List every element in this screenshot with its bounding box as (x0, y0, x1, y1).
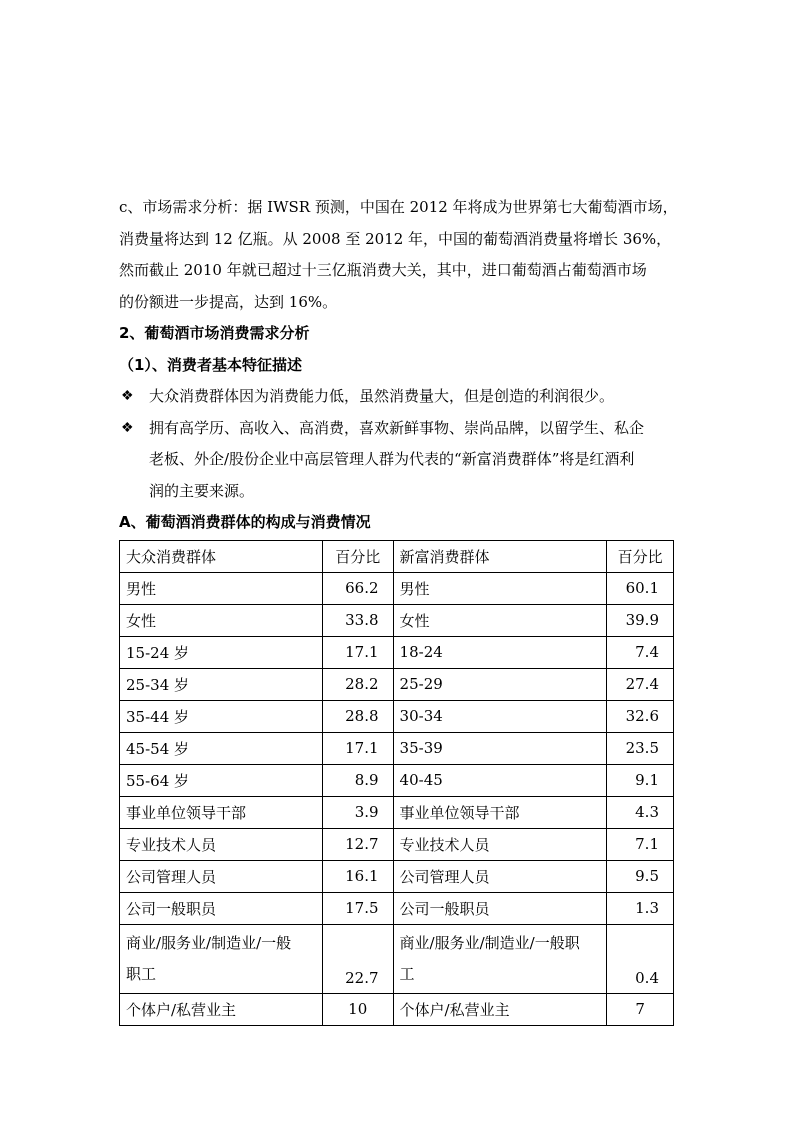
table-cell: 个体户/私营业主 (393, 993, 607, 1025)
bullet-text: 大众消费群体因为消费能力低，虽然消费量大，但是创造的利润很少。 (149, 387, 615, 405)
table-cell: 55-64 岁 (120, 764, 323, 796)
table-cell: 33.8 (322, 604, 393, 636)
table-cell: 事业单位领导干部 (120, 796, 323, 828)
table-cell: 9.5 (607, 860, 674, 892)
cell-line: 商业/服务业/制造业/一般职 (399, 933, 580, 952)
table-row (120, 993, 674, 1025)
header-cell: 百分比 (322, 540, 393, 572)
table-cell: 事业单位领导干部 (393, 796, 607, 828)
bullet-text: 老板、外企/股份企业中高层管理人群为代表的“新富消费群体”将是红酒利 (149, 450, 635, 468)
table-cell: 17.1 (322, 732, 393, 764)
table-cell: 60.1 (607, 572, 674, 604)
table-cell: 男性 (393, 572, 607, 604)
bullet-text: 拥有高学历、高收入、高消费，喜欢新鲜事物、崇尚品牌，以留学生、私企 (149, 418, 645, 437)
table-row (120, 732, 674, 764)
table-cell: 32.6 (607, 700, 674, 732)
intro-line: c、市场需求分析：据 IWSR 预测，中国在 2012 年将成为世界第七大葡萄酒市场， (119, 198, 678, 216)
table-cell: 23.5 (607, 732, 674, 764)
bullet-text: 润的主要来源。 (149, 481, 255, 500)
cell-line: 商业/服务业/制造业/一般 (126, 933, 292, 952)
table-cell: 25-34 岁 (120, 668, 323, 700)
table-cell: 18-24 (393, 636, 607, 668)
table-row (120, 572, 674, 604)
table-cell: 7.1 (607, 828, 674, 860)
header-cell: 大众消费群体 (120, 540, 323, 572)
table-row (120, 796, 674, 828)
table-row (120, 604, 674, 636)
table-cell: 16.1 (322, 860, 393, 892)
diamond-bullet-icon: ❖ (121, 388, 134, 404)
table-cell (120, 924, 323, 993)
table-row (120, 700, 674, 732)
table-cell: 30-34 (393, 700, 607, 732)
table-cell: 35-39 (393, 732, 607, 764)
table-cell: 35-44 岁 (120, 700, 323, 732)
table-cell: 男性 (120, 572, 323, 604)
consumer-group-table (119, 540, 674, 1026)
intro-paragraph (119, 192, 679, 318)
table-cell: 公司一般职员 (393, 892, 607, 924)
diamond-bullet-icon: ❖ (121, 419, 134, 436)
table-cell: 9.1 (607, 764, 674, 796)
table-cell: 专业技术人员 (393, 828, 607, 860)
table-cell: 7.4 (607, 636, 674, 668)
table-cell: 66.2 (322, 572, 393, 604)
intro-line: 然而截止 2010 年就已超过十三亿瓶消费大关，其中，进口葡萄酒占葡萄酒市场 (119, 261, 647, 279)
table-cell: 公司一般职员 (120, 892, 323, 924)
table-cell: 25-29 (393, 668, 607, 700)
table-cell: 专业技术人员 (120, 828, 323, 860)
bullet-item (119, 381, 679, 413)
table-row (120, 924, 674, 993)
table-cell: 女性 (120, 604, 323, 636)
table-row (120, 636, 674, 668)
table-cell: 个体户/私营业主 (120, 993, 323, 1025)
table-cell: 公司管理人员 (393, 860, 607, 892)
table-cell: 公司管理人员 (120, 860, 323, 892)
table-cell: 8.9 (322, 764, 393, 796)
table-cell: 10 (322, 993, 393, 1025)
table-title: A、葡萄酒消费群体的构成与消费情况 (119, 513, 371, 531)
table-cell: 40-45 (393, 764, 607, 796)
table-cell: 12.7 (322, 828, 393, 860)
table-cell: 女性 (393, 604, 607, 636)
table-cell: 1.3 (607, 892, 674, 924)
section-heading: 2、葡萄酒市场消费需求分析 (119, 324, 310, 342)
table-row (120, 860, 674, 892)
table-cell: 27.4 (607, 668, 674, 700)
table-row (120, 668, 674, 700)
table-cell: 17.5 (322, 892, 393, 924)
table-cell: 17.1 (322, 636, 393, 668)
header-cell: 新富消费群体 (393, 540, 607, 572)
table-cell: 28.2 (322, 668, 393, 700)
table-cell (393, 924, 607, 993)
table-cell: 39.9 (607, 604, 674, 636)
table-cell: 45-54 岁 (120, 732, 323, 764)
table-cell: 28.8 (322, 700, 393, 732)
table-cell: 4.3 (607, 796, 674, 828)
cell-line: 职工 (126, 964, 157, 983)
document-page (119, 192, 679, 1026)
table-cell: 15-24 岁 (120, 636, 323, 668)
table-cell: 7 (607, 993, 674, 1025)
cell-line: 工 (399, 964, 415, 983)
bullet-item (119, 413, 679, 508)
table-cell: 0.4 (607, 924, 674, 993)
table-header-row (120, 540, 674, 572)
table-row (120, 828, 674, 860)
intro-line: 消费量将达到 12 亿瓶。从 2008 至 2012 年，中国的葡萄酒消费量将增长 36%， (119, 229, 672, 248)
intro-line: 的份额进一步提高，达到 16%。 (119, 292, 338, 311)
table-row (120, 892, 674, 924)
table-row (120, 764, 674, 796)
subsection-heading: （1）、消费者基本特征描述 (119, 355, 302, 374)
table-cell: 3.9 (322, 796, 393, 828)
header-cell: 百分比 (607, 540, 674, 572)
table-cell: 22.7 (322, 924, 393, 993)
